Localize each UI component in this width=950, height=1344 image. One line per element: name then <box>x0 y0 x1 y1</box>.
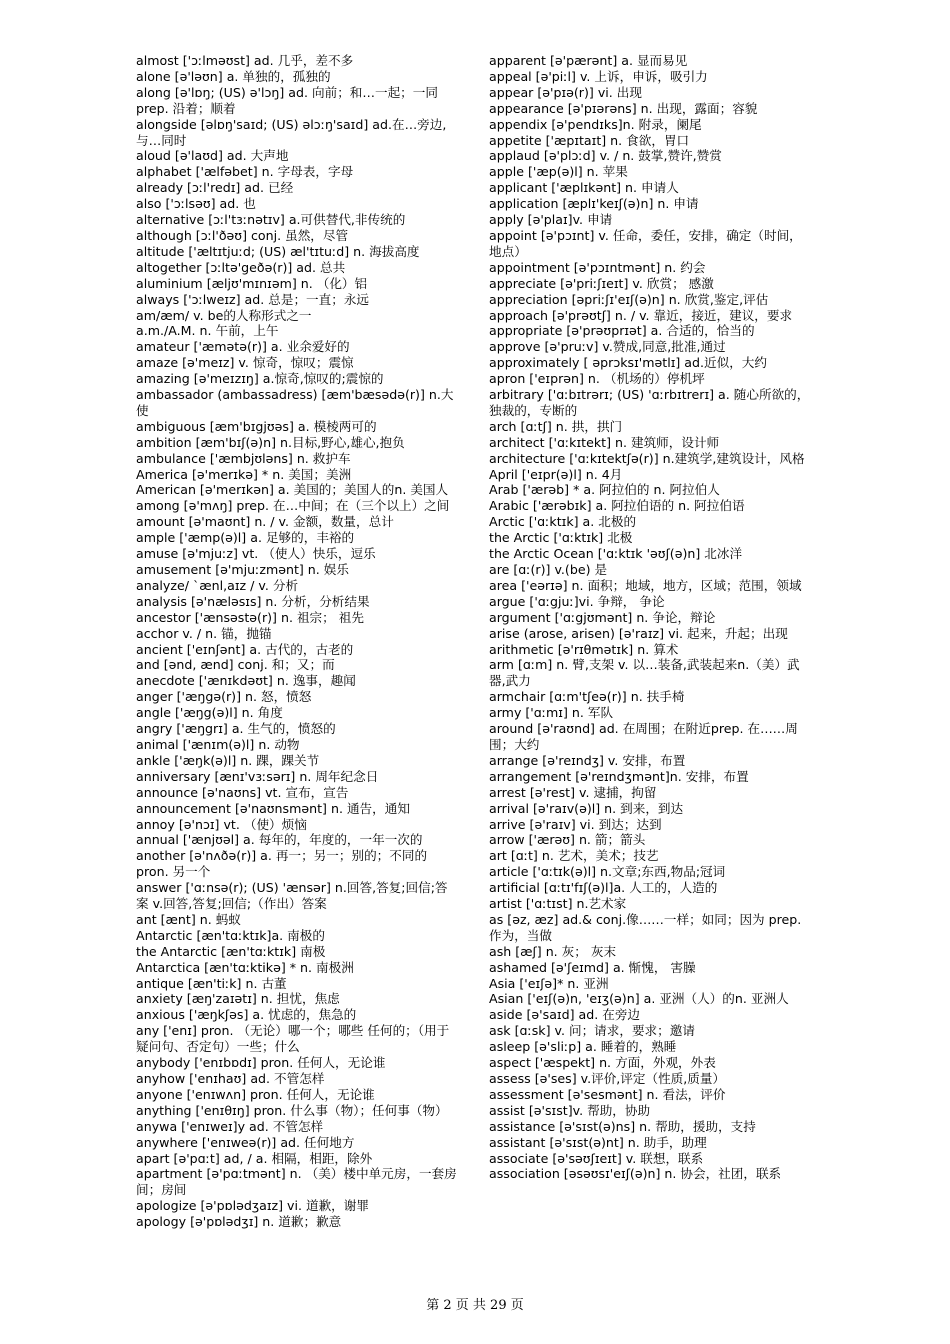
vocab-entry: associate [ə'səʊʃɪeɪt] v. 联想，联系 <box>489 1150 704 1166</box>
vocab-entry: arch [ɑːtʃ] n. 拱，拱门 <box>489 418 623 434</box>
vocab-entry: amaze [ə'meɪz] v. 惊奇，惊叹；震惊 <box>136 355 354 371</box>
vocab-entry: ash [æʃ] n. 灰； 灰末 <box>489 943 617 959</box>
vocab-entry: April ['eɪpr(ə)l] n. 4月 <box>489 466 623 482</box>
vocab-entry: appreciation [əpriːʃɪ'eɪʃ(ə)n] n. 欣赏,鉴定,评估 <box>489 291 769 307</box>
vocab-entry: appendix [ə'pendɪks]n. 附录，阑尾 <box>489 116 702 132</box>
vocab-entry: approximately [ əprɔksɪ'mətlɪ] ad.近似，大约 <box>489 355 767 371</box>
vocab-entry: anniversary [ænɪ'vɜːsərɪ] n. 周年纪念日 <box>136 768 379 784</box>
page-footer: 第 2 页 共 29 页 <box>426 1298 524 1313</box>
vocab-entry: appear [ə'pɪə(r)] vi. 出现 <box>489 84 642 100</box>
vocab-entry: appointment [ə'pɔɪntmənt] n. 约会 <box>489 259 706 275</box>
vocab-entry: announcement [ə'naʊnsmənt] n. 通告，通知 <box>136 800 410 816</box>
vocab-entry: ample ['æmp(ə)l] a. 足够的，丰裕的 <box>136 530 355 546</box>
vocab-entry: architecture ['ɑːkɪtektʃə(r)] n.建筑学,建筑设计，风格 <box>489 450 805 466</box>
vocab-entry: altitude ['æltɪtjuːd; (US) æl'tɪtuːd] n. 海拔高度 <box>136 243 420 259</box>
vocab-entry: assist [ə'sɪst]v. 帮助，协助 <box>489 1102 651 1118</box>
vocab-entry: arrest [ə'rest] v. 逮捕，拘留 <box>489 784 657 800</box>
vocab-entry: ant [ænt] n. 蚂蚁 <box>136 911 241 927</box>
vocab-entry: another [ə'nʌðə(r)] a. 再一；另一；别的；不同的 pron. 另一个 <box>136 848 428 880</box>
vocab-entry: the Arctic ['ɑːktɪk] 北极 <box>489 530 633 546</box>
vocab-entry: Arabic ['ærəbɪk] a. 阿拉伯语的 n. 阿拉伯语 <box>489 498 745 514</box>
vocab-entry: art [ɑːt] n. 艺术，美术；技艺 <box>489 848 659 864</box>
vocab-entry: assessment [ə'sesmənt] n. 看法，评价 <box>489 1086 726 1102</box>
vocab-entry: appropriate [ə'prəʊprɪət] a. 合适的，恰当的 <box>489 323 755 339</box>
vocab-entry: anxious ['æŋkʃəs] a. 忧虑的，焦急的 <box>136 1007 357 1023</box>
vocab-entry: apart [ə'pɑːt] ad, / a. 相隔，相距，除外 <box>136 1150 373 1166</box>
vocab-entry: apparent [ə'pærənt] a. 显而易见 <box>489 53 688 68</box>
vocab-entry: the Arctic Ocean ['ɑːktɪk 'əʊʃ(ə)n] 北冰洋 <box>489 546 743 562</box>
vocab-entry: anecdote ['ænɪkdəʊt] n. 逸事，趣闻 <box>136 673 356 689</box>
vocab-entry: almost ['ɔːlməʊst] ad. 几乎，差不多 <box>136 53 354 68</box>
vocab-entry: argument ['ɑːgjʊmənt] n. 争论，辩论 <box>489 609 716 625</box>
vocab-entry: apple ['æp(ə)l] n. 苹果 <box>489 164 628 180</box>
vocab-entry: apology [ə'pɒlədʒɪ] n. 道歉；歉意 <box>136 1214 342 1230</box>
vocab-entry: any ['enɪ] pron. （无论）哪一个；哪些 任何的；（用于疑问句、否定句）一些；什么 <box>136 1023 450 1055</box>
vocab-entry: artificial [ɑːtɪ'fɪʃ(ə)l]a. 人工的，人造的 <box>489 880 718 896</box>
vocab-entry: apply [ə'plaɪ]v. 申请 <box>489 212 613 228</box>
vocab-entry: assistance [ə'sɪst(ə)ns] n. 帮助，援助，支持 <box>489 1118 756 1134</box>
vocab-entry: anywa ['enɪweɪ]y ad. 不管怎样 <box>136 1118 324 1134</box>
vocab-entry: ancient ['eɪnʃənt] a. 古代的，古老的 <box>136 641 354 657</box>
vocab-entry: analysis [ə'næləsɪs] n. 分析，分析结果 <box>136 593 370 609</box>
vocab-entry: angle ['æŋg(ə)l] n. 角度 <box>136 705 283 721</box>
vocab-entry: arbitrary ['ɑːbɪtrərɪ; (US) 'ɑːrbɪtrerɪ] a. 随心所欲的，独裁的，专断的 <box>489 387 810 418</box>
vocab-entry: anything ['enɪθɪŋ] pron. 什么事（物）；任何事（物） <box>136 1102 448 1118</box>
vocab-entry: ambition [æm'bɪʃ(ə)n] n.目标,野心,雄心,抱负 <box>136 434 405 450</box>
vocab-entry: animal ['ænɪm(ə)l] n. 动物 <box>136 736 300 752</box>
vocab-entry: anybody ['enɪbɒdɪ] pron. 任何人，无论谁 <box>136 1055 386 1071</box>
vocab-entry: alongside [əlɒŋ'saɪd; (US) əlɔːŋ'saɪd] ad.在…旁边,与…同时 <box>136 116 447 148</box>
vocab-entry: applaud [ə'plɔːd] v. / n. 鼓掌,赞许,赞赏 <box>489 148 722 164</box>
vocab-entry: amuse [ə'mjuːz] vt. （使人）快乐，逗乐 <box>136 546 376 562</box>
vocab-entry: assess [ə'ses] v.评价,评定（性质,质量） <box>489 1071 726 1086</box>
vocab-entry: among [ə'mʌŋ] prep. 在…中间；在（三个以上）之间 <box>136 498 450 514</box>
vocab-entry: apartment [ə'pɑːtmənt] n. （美）楼中单元房，一套房间；房间 <box>136 1166 457 1198</box>
vocab-entry: army ['ɑːmɪ] n. 军队 <box>489 705 614 721</box>
vocab-entry: application [æplɪ'keɪʃ(ə)n] n. 申请 <box>489 196 699 212</box>
vocab-entry: around [ə'raʊnd] ad. 在周围；在附近prep. 在……周围；大约 <box>489 721 798 752</box>
vocab-entry: along [ə'lɒŋ; (US) ə'lɔŋ] ad. 向前；和…一起；一同 prep. 沿着；顺着 <box>136 84 438 116</box>
vocab-entry: appeal [ə'piːl] v. 上诉，申诉，吸引力 <box>489 68 708 84</box>
vocab-entry: aspect ['æspekt] n. 方面，外观，外表 <box>489 1055 716 1071</box>
vocab-entry: ancestor ['ænsəstə(r)] n. 祖宗； 祖先 <box>136 609 364 625</box>
vocab-entry: am/æm/ v. be的人称形式之一 <box>136 307 312 323</box>
vocab-entry: appetite ['æpɪtaɪt] n. 食欲，胃口 <box>489 132 690 148</box>
vocab-entry: arrive [ə'raɪv] vi. 到达；达到 <box>489 816 662 832</box>
vocab-entry: Arctic ['ɑːktɪk] a. 北极的 <box>489 514 637 530</box>
vocab-entry: although [ɔːl'ðəʊ] conj. 虽然，尽管 <box>136 227 349 243</box>
vocab-entry: American [ə'merɪkən] a. 美国的；美国人的n. 美国人 <box>136 482 449 498</box>
vocab-entry: ambiguous [æm'bɪgjʊəs] a. 模棱两可的 <box>136 418 377 434</box>
vocab-entry: ambassador (ambassadress) [æm'bæsədə(r)] n.大使 <box>136 387 454 418</box>
vocab-entry: annoy [ə'nɔɪ] vt. （使）烦恼 <box>136 816 307 832</box>
vocab-entry: analyze/ `ænl,aɪz / v. 分析 <box>136 577 299 593</box>
vocab-entry: Asia ['eɪʃə]* n. 亚洲 <box>489 975 609 991</box>
right-column <box>489 53 811 1182</box>
vocab-entry: aside [ə'saɪd] ad. 在旁边 <box>489 1007 641 1023</box>
left-column <box>136 53 458 1230</box>
vocab-entry: approach [ə'prəʊtʃ] n. / v. 靠近，接近，建议，要求 <box>489 307 793 323</box>
vocab-entry: area ['eərɪə] n. 面积；地域，地方，区域；范围，领域 <box>489 577 802 593</box>
vocab-entry: the Antarctic [æn'tɑːktɪk] 南极 <box>136 943 326 959</box>
vocab-entry: are [ɑː(r)] v.(be) 是 <box>489 562 608 577</box>
vocab-entry: altogether [ɔːltə'geðə(r)] ad. 总共 <box>136 259 346 275</box>
vocab-entry: alternative [ɔːl'tɜːnətɪv] a.可供替代,非传统的 <box>136 212 406 228</box>
vocab-entry: always ['ɔːlweɪz] ad. 总是；一直；永远 <box>136 291 370 307</box>
vocab-entry: antique [æn'tiːk] n. 古董 <box>136 975 287 991</box>
vocab-entry: already [ɔːl'redɪ] ad. 已经 <box>136 180 294 196</box>
vocab-entry: aloud [ə'laʊd] ad. 大声地 <box>136 148 289 164</box>
vocab-entry: ankle ['æŋk(ə)l] n. 踝，踝关节 <box>136 752 320 768</box>
vocab-entry: Arab ['ærəb] * a. 阿拉伯的 n. 阿拉伯人 <box>489 482 720 498</box>
vocab-entry: artist ['ɑːtɪst] n.艺术家 <box>489 896 627 912</box>
vocab-entry: argue ['ɑːgjuː]vi. 争辩， 争论 <box>489 593 665 609</box>
vocab-entry: armchair [ɑːm'tʃeə(r)] n. 扶手椅 <box>489 689 685 705</box>
vocab-entry: ashamed [ə'ʃeɪmd] a. 惭愧， 害臊 <box>489 959 696 975</box>
vocab-entry: as [əz, æz] ad.& conj.像……一样；如同；因为 prep. 作为，当做 <box>489 911 802 943</box>
vocab-entry: appoint [ə'pɔɪnt] v. 任命，委任，安排，确定（时间，地点） <box>489 227 802 259</box>
vocab-entry: anyone ['enɪwʌn] pron. 任何人，无论谁 <box>136 1086 375 1102</box>
vocab-entry: alone [ə'ləʊn] a. 单独的，孤独的 <box>136 68 331 84</box>
vocab-entry: ask [ɑːsk] v. 问；请求，要求；邀请 <box>489 1023 695 1039</box>
vocab-entry: appearance [ə'pɪərəns] n. 出现，露面；容貌 <box>489 100 758 116</box>
vocab-entry: architect ['ɑːkɪtekt] n. 建筑师，设计师 <box>489 434 720 450</box>
vocab-entry: arrival [ə'raɪv(ə)l] n. 到来，到达 <box>489 800 684 816</box>
vocab-entry: assistant [ə'sɪst(ə)nt] n. 助手，助理 <box>489 1134 707 1150</box>
vocab-entry: appreciate [ə'priːʃɪeɪt] v. 欣赏； 感激 <box>489 275 714 291</box>
vocab-entry: a.m./A.M. n. 午前，上午 <box>136 323 279 339</box>
vocab-entry: amazing [ə'meɪzɪŋ] a.惊奇,惊叹的;震惊的 <box>136 371 384 387</box>
vocab-entry: acchor v. / n. 锚，抛锚 <box>136 625 272 641</box>
vocab-entry: aluminium [æljʊ'mɪnɪəm] n. （化）铝 <box>136 275 368 291</box>
vocab-entry: arise (arose, arisen) [ə'raɪz] vi. 起来，升起；出现 <box>489 625 788 641</box>
vocab-entry: apron ['eɪprən] n. （机场的）停机坪 <box>489 371 705 387</box>
vocab-entry: Antarctica [æn'tɑːktikə] * n. 南极洲 <box>136 959 354 975</box>
vocab-entry: anyhow ['enɪhaʊ] ad. 不管怎样 <box>136 1071 325 1086</box>
vocab-entry: Asian ['eɪʃ(ə)n, 'eɪʒ(ə)n] a. 亚洲（人）的n. 亚洲人 <box>489 991 789 1007</box>
vocab-entry: answer ['ɑːnsə(r); (US) 'ænsər] n.回答,答复;回信;答案 v.回答,答复;回信;（作出）答案 <box>136 880 448 912</box>
vocab-entry: announce [ə'naʊns] vt. 宣布，宣告 <box>136 784 349 800</box>
vocab-entry: arithmetic [ə'rɪθmətɪk] n. 算术 <box>489 641 679 657</box>
vocab-entry: article ['ɑːtɪk(ə)l] n.文章;东西,物品;冠词 <box>489 864 726 880</box>
vocab-entry: anywhere ['enɪweə(r)] ad. 任何地方 <box>136 1134 355 1150</box>
vocab-entry: anxiety [æŋ'zaɪətɪ] n. 担忧，焦虑 <box>136 991 340 1007</box>
vocab-entry: America [ə'merɪkə] * n. 美国；美洲 <box>136 466 352 482</box>
vocab-entry: Antarctic [æn'tɑːktɪk]a. 南极的 <box>136 927 325 943</box>
vocab-entry: asleep [ə'sliːp] a. 睡着的，熟睡 <box>489 1039 677 1055</box>
vocab-entry: amusement [ə'mjuːzmənt] n. 娱乐 <box>136 562 349 577</box>
vocab-entry: also ['ɔːlsəʊ] ad. 也 <box>136 196 256 212</box>
vocab-entry: angry ['æŋgrɪ] a. 生气的，愤怒的 <box>136 721 336 737</box>
vocab-entry: amateur ['æmətə(r)] a. 业余爱好的 <box>136 339 350 355</box>
vocab-entry: apologize [ə'pɒlədʒaɪz] vi. 道歉，谢罪 <box>136 1198 369 1214</box>
vocab-entry: anger ['æŋgə(r)] n. 怒，愤怒 <box>136 689 312 705</box>
vocab-entry: amount [ə'maʊnt] n. / v. 金额，数量，总计 <box>136 514 394 530</box>
vocab-entry: annual ['ænjʊəl] a. 每年的，年度的，一年一次的 <box>136 832 423 848</box>
vocab-entry: applicant ['æplɪkənt] n. 申请人 <box>489 180 679 196</box>
vocab-entry: arm [ɑːm] n. 臂,支架 v. 以…装备,武装起来n.（美）武器,武力 <box>489 657 800 689</box>
vocab-entry: arrangement [ə'reɪndʒmənt]n. 安排，布置 <box>489 768 749 784</box>
vocab-entry: and [ənd, ænd] conj. 和；又；而 <box>136 657 335 673</box>
vocab-entry: association [əsəʊsɪ'eɪʃ(ə)n] n. 协会，社团，联系 <box>489 1166 782 1182</box>
vocab-entry: arrow ['ærəʊ] n. 箭；箭头 <box>489 832 646 848</box>
vocab-entry: approve [ə'pruːv] v.赞成,同意,批准,通过 <box>489 339 726 355</box>
vocab-entry: ambulance ['æmbjʊləns] n. 救护车 <box>136 450 351 466</box>
vocab-entry: arrange [ə'reɪndʒ] v. 安排，布置 <box>489 752 686 768</box>
vocab-entry: alphabet ['ælfəbet] n. 字母表，字母 <box>136 164 354 180</box>
